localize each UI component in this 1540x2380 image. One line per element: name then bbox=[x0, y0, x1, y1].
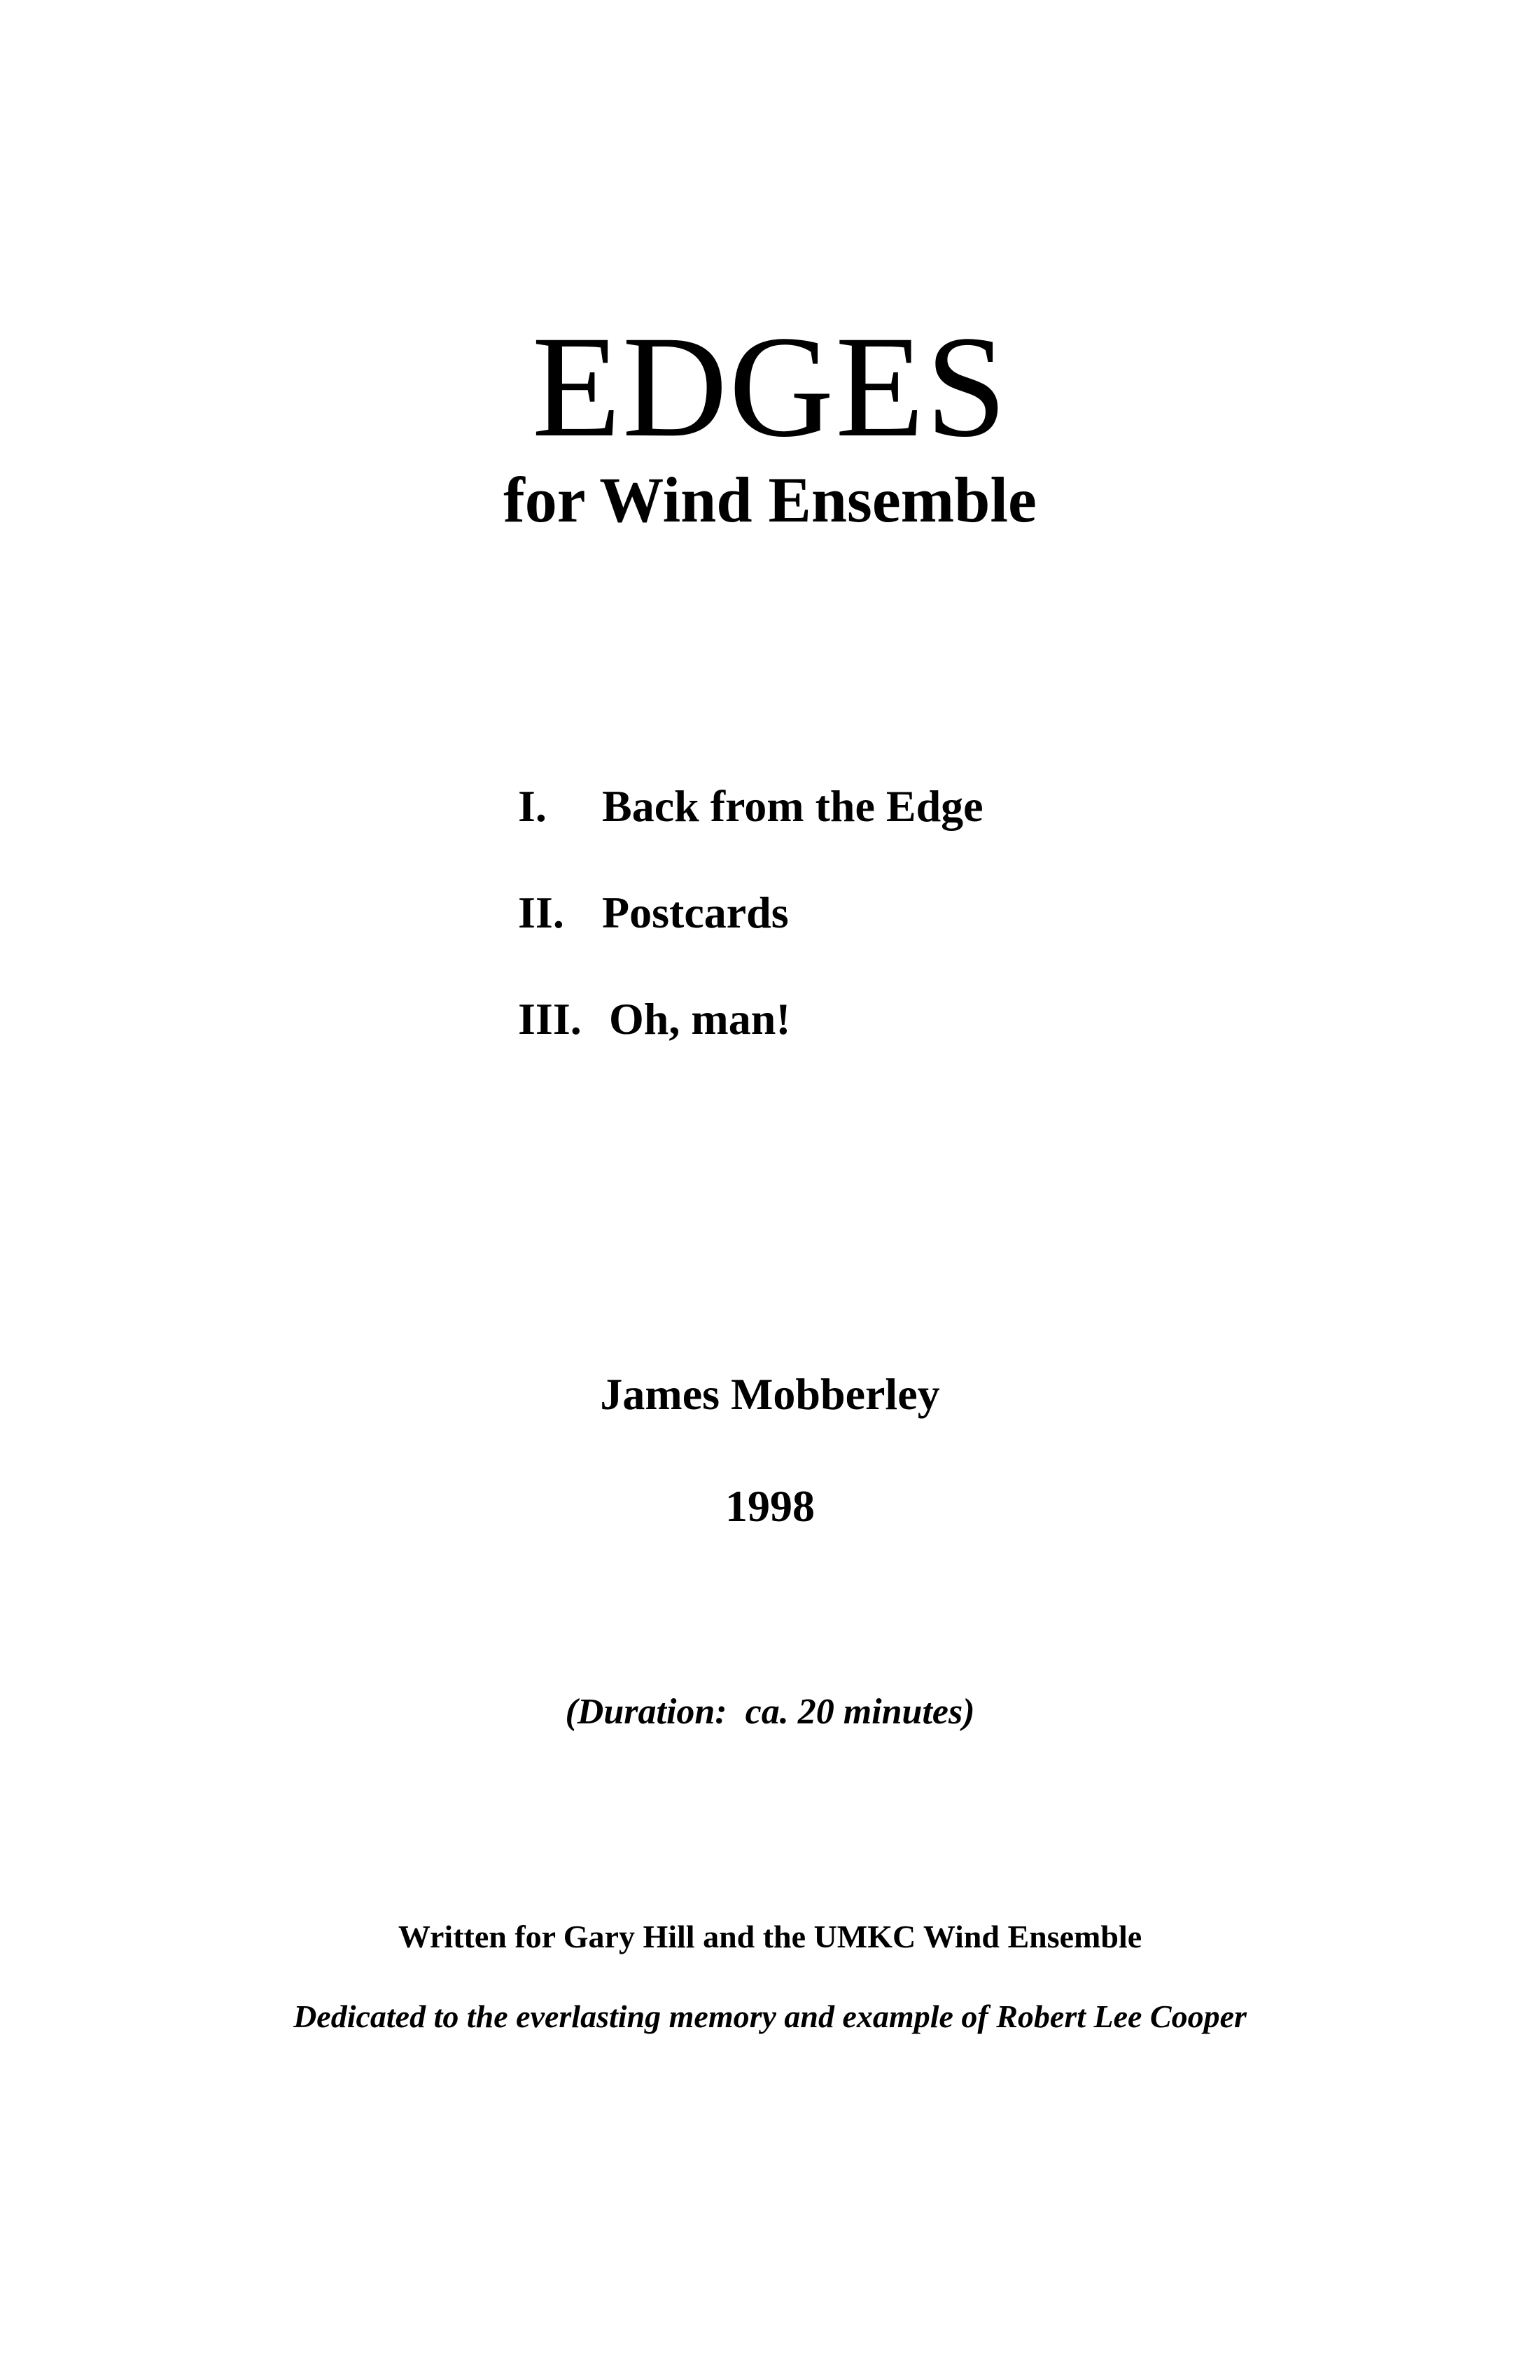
composition-year: 1998 bbox=[725, 1481, 815, 1531]
composer-name: James Mobberley bbox=[600, 1369, 940, 1419]
movement-numeral: II. bbox=[518, 888, 564, 937]
movement-numeral: I. bbox=[518, 781, 547, 831]
movement-item bbox=[518, 781, 983, 831]
page-subtitle: for Wind Ensemble bbox=[503, 464, 1037, 536]
dedication-note: Dedicated to the everlasting memory and example of Robert Lee Cooper bbox=[293, 1998, 1247, 2034]
duration-note: (Duration: ca. 20 minutes) bbox=[565, 1692, 975, 1732]
movement-name: Postcards bbox=[602, 888, 789, 937]
movement-name: Back from the Edge bbox=[602, 781, 983, 831]
movement-numeral: III. bbox=[518, 994, 582, 1044]
movement-item bbox=[518, 994, 791, 1044]
movement-item bbox=[518, 890, 789, 935]
commission-note: Written for Gary Hill and the UMKC Wind Ensemble bbox=[398, 1919, 1142, 1954]
movement-name: Oh, man! bbox=[609, 994, 791, 1044]
page-title: EDGES bbox=[531, 306, 1009, 467]
